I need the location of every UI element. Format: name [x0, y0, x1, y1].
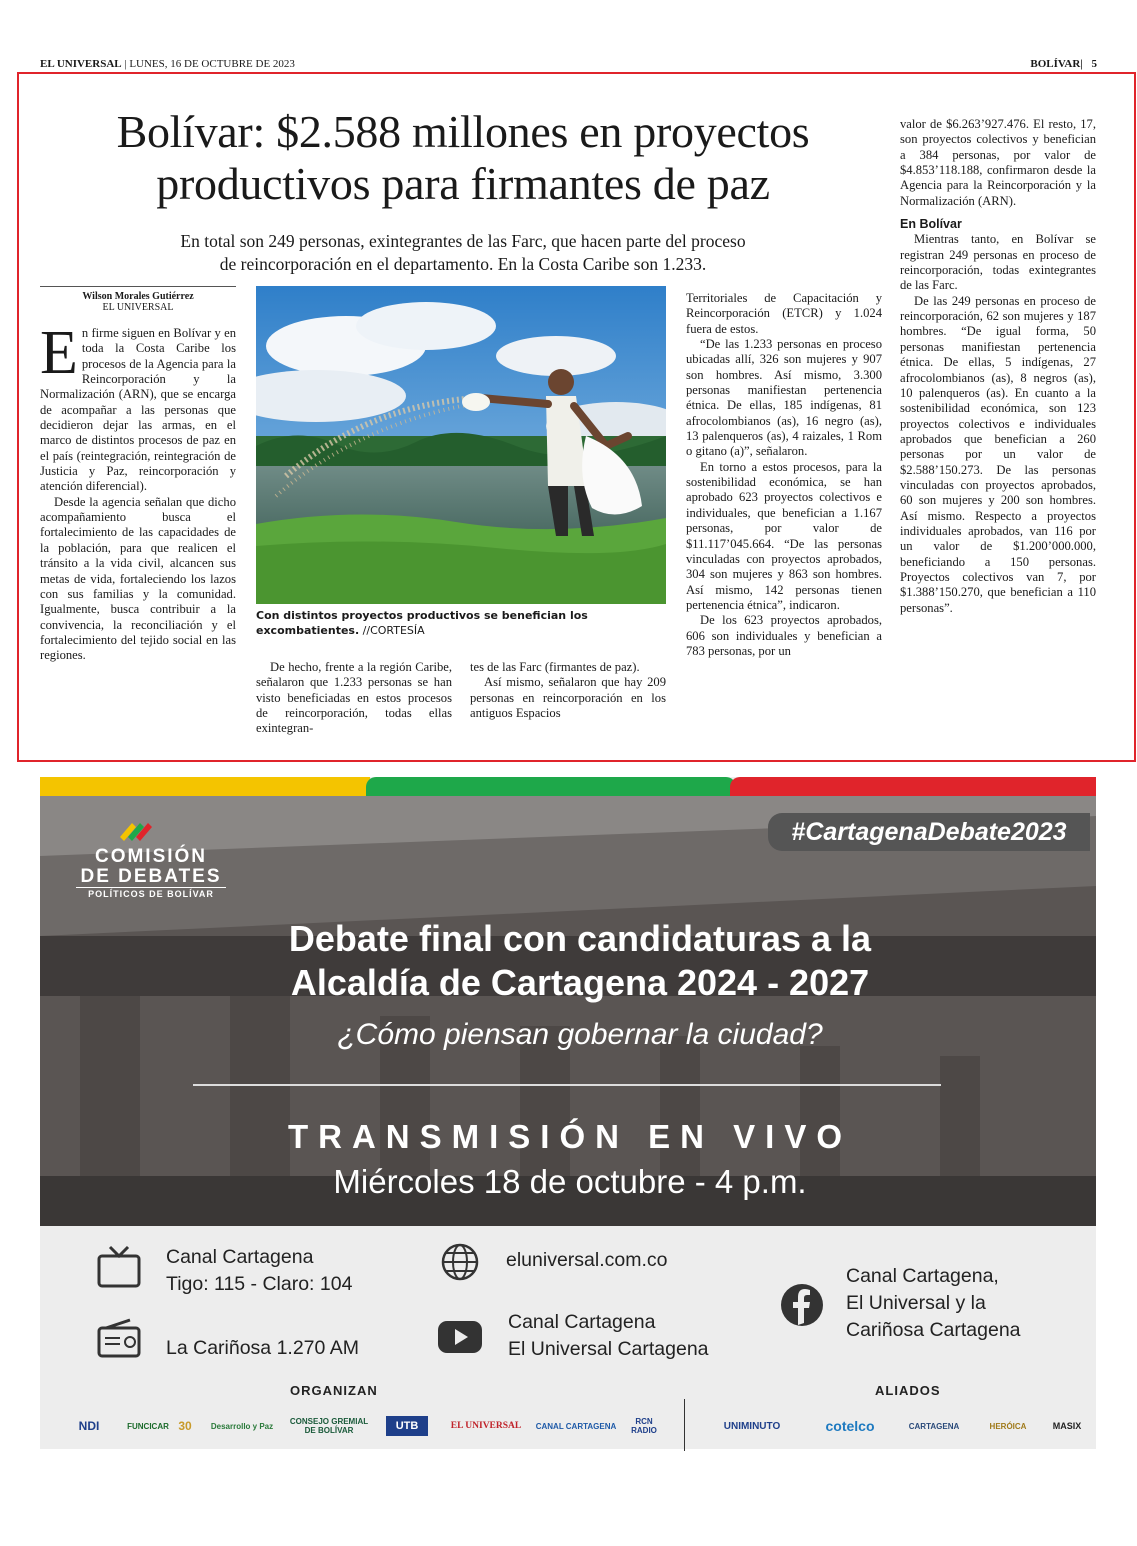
facebook-line-3: Cariñosa Cartagena	[846, 1319, 1021, 1341]
drop-cap: E	[40, 319, 78, 387]
live-banner: TRANSMISIÓN EN VIVO	[287, 1118, 853, 1155]
tv-channel-info	[166, 1244, 352, 1298]
running-head	[40, 56, 1097, 72]
article-photo	[256, 286, 666, 604]
running-head-right	[1030, 58, 1097, 70]
article-column-3	[470, 660, 666, 721]
article-paragraph: Así mismo, señalaron que hay 209 personas en reincorporación en los antiguos Espacios	[470, 675, 666, 721]
title-divider	[193, 1084, 941, 1086]
logos-divider	[684, 1399, 685, 1451]
debate-subtitle: ¿Cómo piensan gobernar la ciudad?	[337, 1018, 823, 1051]
desarrollo-paz-logo: Desarrollo y Paz	[210, 1421, 274, 1431]
commission-line-1: COMISIÓN	[94, 846, 208, 867]
section-subhead: En Bolívar	[900, 217, 962, 232]
stripe-red	[730, 777, 1096, 796]
uniminuto-logo: UNIMINUTO	[723, 1420, 781, 1432]
tv-channel-name: Canal Cartagena	[166, 1246, 314, 1268]
article-paragraph: En torno a estos procesos, para la sostenibilidad económica, se han aprobado 623 proyectos colectivos e individuales, que benefician a 1.167 personas, por valor de $11.117’045.664. “De las personas vinculadas con proyectos aprobados, 304 son mujeres y 863 son hombres. Así mismo, 142 personas tienen pertenencia étnica”, indicaron.	[686, 459, 882, 612]
allies-label: ALIADOS	[875, 1383, 941, 1398]
article-paragraph	[40, 319, 236, 495]
article-column-4	[686, 291, 882, 659]
paper-name: EL UNIVERSAL	[40, 58, 122, 70]
article-paragraph: tes de las Farc (firmantes de paz).	[470, 660, 640, 674]
youtube-icon	[436, 1317, 484, 1357]
facebook-line-1: Canal Cartagena,	[846, 1265, 999, 1287]
headline-line-1: Bolívar: $2.588 millones en proyectos	[116, 106, 810, 157]
deck-line-2: de reincorporación en el departamento. En la Costa Caribe son 1.233.	[219, 254, 707, 274]
utb-mark: UTB	[386, 1416, 429, 1436]
article-paragraph: “De las 1.233 personas en proceso ubicadas allí, 326 son mujeres y 907 son hombres. Así mismo, 3.300 personas manifiestan pertenencia étnica. De ellas, 185 indígenas, 81 afrocolombianos (as), 16 negro (as), 13 palenqueros (as), 4 raizales, 1 Rom o gitano (a)”, señalaron.	[686, 337, 882, 459]
masix-logo: MASIX	[1052, 1421, 1082, 1431]
facebook-line-2: El Universal y la	[846, 1292, 986, 1314]
deck-line-1: En total son 249 personas, exintegrantes de las Farc, que hacen parte del proceso	[180, 231, 746, 251]
debate-advertisement	[40, 777, 1096, 1449]
article-paragraph: De los 623 proyectos aprobados, 606 son individuales y benefician a 783 personas, por un	[686, 613, 882, 658]
cartagena-logo: CARTAGENA	[908, 1421, 960, 1431]
debate-title-line-1: Debate final con candidaturas a la	[288, 918, 872, 959]
author-name: Wilson Morales Gutiérrez	[82, 291, 194, 302]
page-number: 5	[1091, 58, 1097, 70]
utb-logo	[376, 1411, 438, 1441]
facebook-icon	[780, 1283, 824, 1327]
article-paragraph: De hecho, frente a la región Caribe, señalaron que 1.233 personas se han visto beneficiadas en estos procesos de reincorporación, todas ellas exintegran-	[256, 660, 452, 736]
running-head-left	[40, 58, 295, 70]
byline	[40, 286, 236, 313]
caption-credit: //CORTESÍA	[362, 624, 425, 637]
radio-station: La Cariñosa 1.270 AM	[166, 1337, 359, 1359]
photo-caption	[256, 608, 666, 638]
youtube-channels	[508, 1309, 709, 1363]
paragraph-text: n firme siguen en Bolívar y en toda la Costa Caribe los procesos de la Agencia para la Reincorporación y la Normalización (ARN), que se encarga de acompañar a las personas que decidieron dejar las armas, en el marco de distintos procesos de paz en el país (reintegración, reintegración de Justicia y Paz, reincorporación y atención diferencial).	[40, 326, 236, 494]
el-universal-logo: EL UNIVERSAL	[450, 1421, 522, 1431]
heroica-logo: HERÓICA	[989, 1421, 1027, 1431]
running-head-sep: |	[124, 58, 127, 70]
article-headline	[40, 106, 886, 210]
article-column-5	[900, 117, 1096, 616]
cotelco-logo: cotelco	[825, 1418, 875, 1434]
commission-name	[76, 847, 226, 901]
tv-channel-numbers: Tigo: 115 - Claro: 104	[166, 1273, 353, 1295]
commission-line-3: POLÍTICOS DE BOLÍVAR	[88, 889, 214, 899]
debate-title	[200, 917, 960, 1005]
consejo-gremial-logo: CONSEJO GREMIAL DE BOLÍVAR	[289, 1417, 369, 1435]
tv-icon	[96, 1244, 142, 1290]
article-deck	[100, 230, 826, 276]
youtube-channel-2: El Universal Cartagena	[508, 1338, 709, 1360]
section-name: BOLÍVAR|	[1030, 58, 1083, 70]
article-paragraph: Mientras tanto, en Bolívar se registran 249 personas en proceso de reincorporación, todas exintegrantes de las Farc.	[900, 232, 1096, 293]
article-paragraph: Territoriales de Capacitación y Reincorporación (ETCR) y 1.024 fuera de estos.	[686, 291, 882, 336]
stripe-green	[366, 777, 736, 796]
organizers-label: ORGANIZAN	[290, 1383, 378, 1398]
stripe-yellow	[40, 777, 370, 796]
facebook-pages	[846, 1263, 1021, 1344]
globe-icon	[440, 1242, 480, 1282]
ndi-logo: NDI	[78, 1419, 100, 1433]
canal-cartagena-logo: CANAL CARTAGENA	[535, 1421, 617, 1431]
radio-icon	[96, 1318, 142, 1360]
anniversary-logo: 30	[178, 1419, 192, 1433]
commission-logo-mark	[118, 815, 160, 845]
youtube-channel-1: Canal Cartagena	[508, 1311, 656, 1333]
hashtag-badge: #CartagenaDebate2023	[768, 813, 1090, 851]
article-column-1	[40, 319, 236, 664]
caption-text: Con distintos proyectos productivos se benefician los excombatientes.	[256, 609, 588, 637]
article-paragraph: De las 249 personas en proceso de reincorporación, 62 son mujeres y 187 hombres. “De igual forma, 50 personas manifiestan pertenencia étnica. De ellas, 5 indígenas, 27 afrocolombianos (as), 8 negros (as), 10 palenqueros (as). En cuanto a la sostenibilidad económica, son 123 proyectos colectivos e individuales aprobados que benefician a 260 personas por un valor de $2.588’150.273. De las personas vinculadas con proyectos aprobados, 60 son mujeres y 200 son hombres. Así mismo. Respecto a proyectos individuales aprobados, van 116 por un valor de $1.200’000.000, beneficiando a 150 personas. Proyectos colectivos van 7, por $1.388’150.270, que benefician a 110 personas”.	[900, 293, 1096, 615]
headline-line-2: productivos para firmantes de paz	[156, 158, 770, 209]
funcicar-logo: FUNCICAR	[127, 1421, 169, 1431]
farmer-feeding-fish-image	[256, 286, 666, 604]
article-paragraph: Desde la agencia señalan que dicho acompañamiento busca el fortalecimiento de las capacidades de la población, para que realicen el tránsito a la vida civil, alcancen sus metas de vida, fortaleciendo los lazos con sus familias y la comunidad. Igualmente, busca contribuir a la convivencia, la reconciliación y el fortalecimiento del tejido social en las regiones.	[40, 494, 236, 663]
debate-title-line-2: Alcaldía de Cartagena 2024 - 2027	[290, 962, 870, 1003]
article-paragraph: valor de $6.263’927.476. El resto, 17, son proyectos colectivos y benefician a 384 personas, por valor de $4.853’118.188, confirmaron desde la Agencia para la Reincorporación y la Normalización (ARN).	[900, 117, 1096, 208]
website-url: eluniversal.com.co	[506, 1249, 668, 1271]
broadcast-date: Miércoles 18 de octubre - 4 p.m.	[333, 1163, 807, 1200]
rcn-radio-logo: RCN RADIO	[631, 1417, 657, 1435]
commission-line-2: DE DEBATES	[76, 867, 226, 888]
author-outlet: EL UNIVERSAL	[102, 302, 174, 313]
issue-date: LUNES, 16 DE OCTUBRE DE 2023	[129, 58, 295, 70]
article-column-2	[256, 660, 452, 737]
